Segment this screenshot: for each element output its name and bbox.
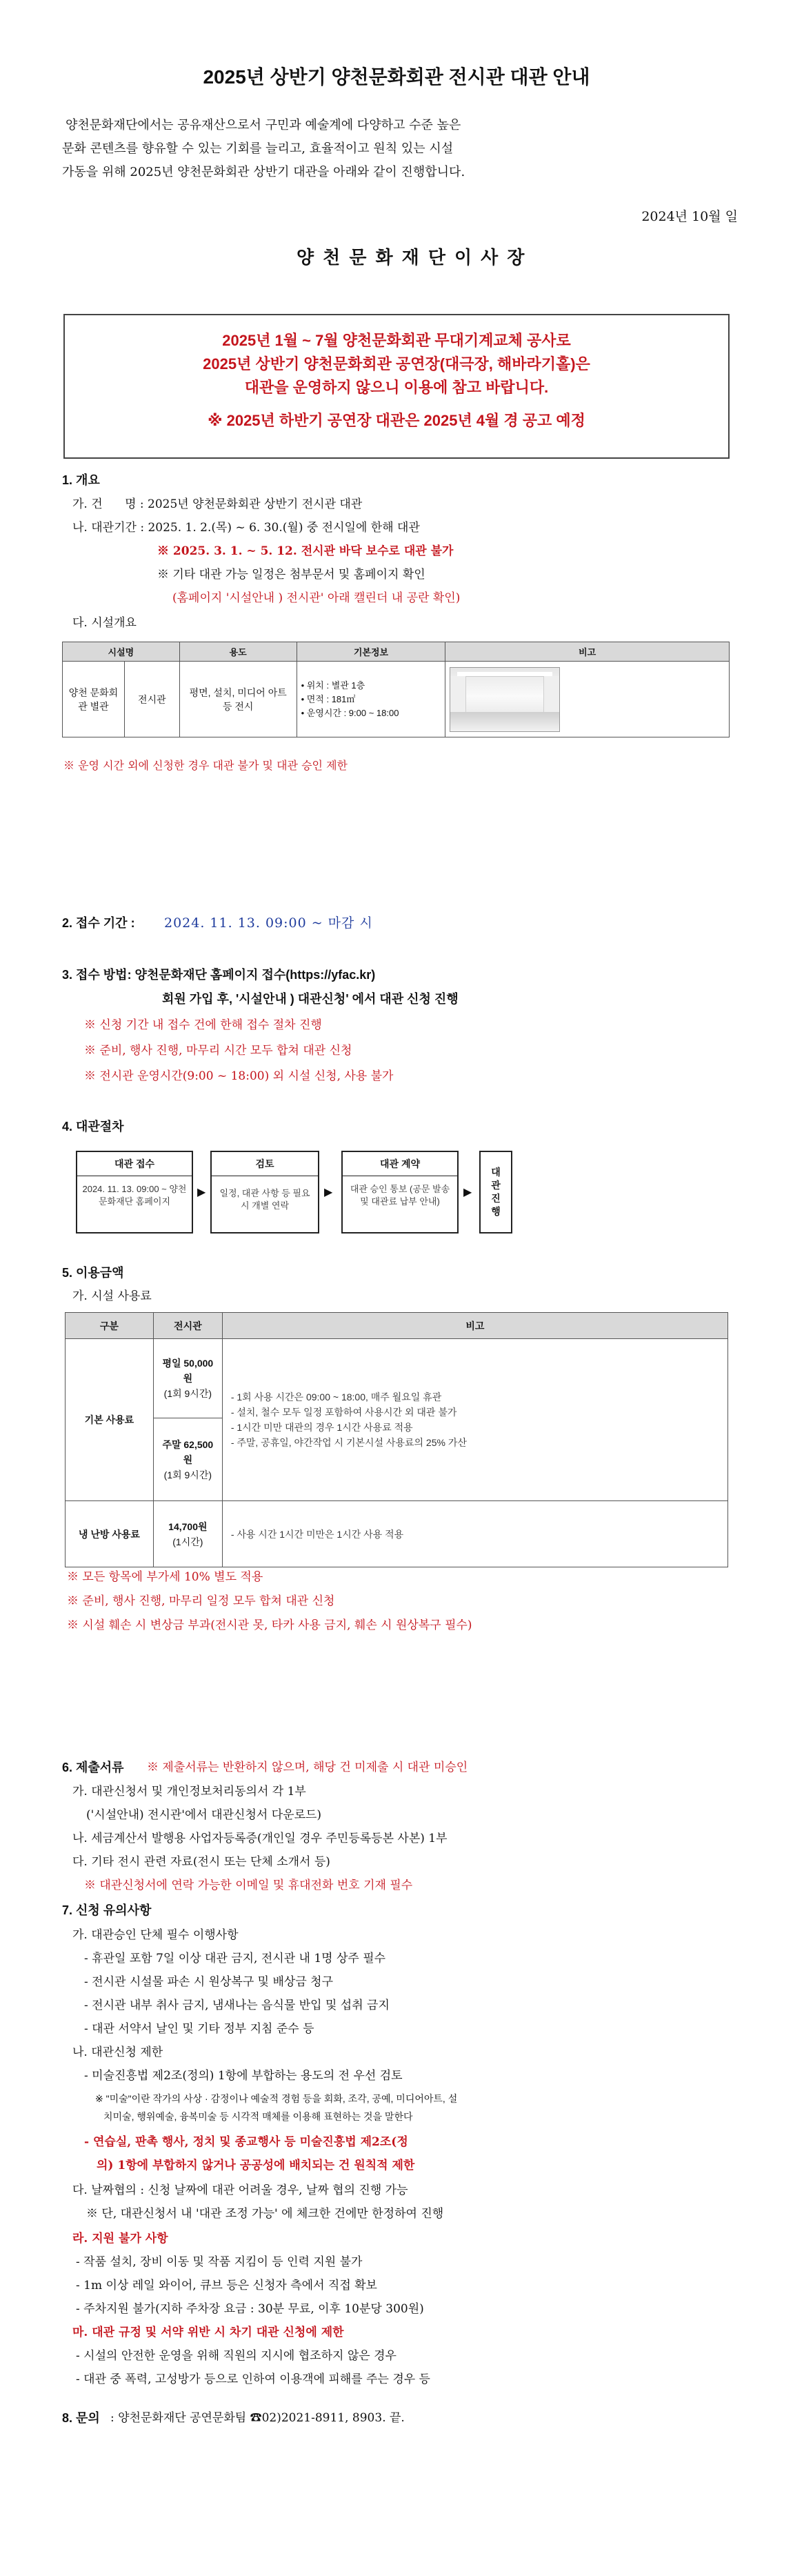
step-contract-body: 대관 승인 통보 (공문 발송 및 대관료 납부 안내) xyxy=(350,1184,450,1207)
s3-sub: 회원 가입 후, '시설안내 ) 대관신청' 에서 대관 신청 진행 xyxy=(162,992,459,1006)
notice-line-4: ※ 2025년 하반기 공연장 대관은 2025년 4월 경 공고 예정 xyxy=(208,412,585,429)
s1-period-note-2: ※ 기타 대관 가능 일정은 첨부문서 및 홈페이지 확인 xyxy=(157,568,425,582)
section-5-heading: 5. 이용금액 xyxy=(62,1266,124,1280)
s7-e: 마. 대관 규정 및 서약 위반 시 차기 대관 신청에 제한 xyxy=(72,2326,344,2339)
s6-item-2: ('시설안내) 전시관'에서 대관신청서 다운로드) xyxy=(86,1808,322,1822)
section-4-heading: 4. 대관절차 xyxy=(62,1120,124,1133)
facility-header-note: 비고 xyxy=(445,642,730,662)
intro-date: 2024년 10월 일 xyxy=(641,209,738,224)
facility-info-hours: • 운영시간 : 9:00 ~ 18:00 xyxy=(301,707,399,718)
s7-b-note-2: 치미술, 행위예술, 융복미술 등 시각적 매체를 이용해 표현하는 것을 말한다 xyxy=(103,2111,413,2122)
fee-header-category: 구분 xyxy=(66,1313,154,1339)
facility-name: 양천 문화회관 별관 xyxy=(63,662,125,737)
s7-e-item-2: - 대관 중 폭력, 고성방가 등으로 인하여 이용객에 피해를 주는 경우 등 xyxy=(76,2372,430,2386)
s7-b-note-1: ※ "미술"이란 작가의 사상 · 감정이나 예술적 경험 등을 회화, 조각, 공예, 미디어아트, 설 xyxy=(95,2093,458,2104)
s1-period-note-3: (홈페이지 '시설안내 ) 전시관' 아래 캘린더 내 공란 확인) xyxy=(172,591,461,605)
s6-item-3: 나. 세금계산서 발행용 사업자등록증(개인일 경우 주민등록등본 사본) 1부 xyxy=(72,1832,448,1845)
intro-line-3: 가동을 위해 2025년 양천문화회관 상반기 대관을 아래와 같이 진행합니다. xyxy=(62,165,465,179)
s1-facility-label: 다. 시설개요 xyxy=(72,616,137,630)
fee-basic-notes xyxy=(222,1339,727,1501)
s1-name: 가. 건 명 : 2025년 양천문화회관 상반기 전시관 대관 xyxy=(72,497,363,511)
fee-table xyxy=(65,1312,728,1567)
s8-text: : 양천문화재단 공연문화팀 ☎02)2021-8911, 8903. 끝. xyxy=(110,2411,405,2425)
s7-e-item-1: - 시설의 안전한 운영을 위해 직원의 지시에 협조하지 않은 경우 xyxy=(76,2349,396,2363)
fee-table-header xyxy=(66,1313,728,1339)
s3-note-3: ※ 전시관 운영시간(9:00 ~ 18:00) 외 시설 신청, 사용 불가 xyxy=(84,1069,394,1083)
s7-b-item: - 미술진흥법 제2조(정의) 1항에 부합하는 용도의 전 우선 검토 xyxy=(84,2069,403,2083)
notice-line-1: 2025년 1월 ~ 7월 양천문화회관 무대기계교체 공사로 xyxy=(222,332,571,349)
facility-info xyxy=(297,662,445,737)
s7-a: 가. 대관승인 단체 필수 이행사항 xyxy=(72,1928,239,1942)
fee-basic-label: 기본 사용료 xyxy=(66,1339,154,1501)
s7-a-item-4: - 대관 서약서 날인 및 기타 정부 지침 준수 등 xyxy=(84,2022,314,2036)
intro-signature: 양 천 문 화 재 단 이 사 장 xyxy=(297,248,526,268)
fee-basic-note-3: - 1시간 미만 대관의 경우 1시간 사용료 적용 xyxy=(230,1422,413,1433)
s6-heading-note: ※ 제출서류는 반환하지 않으며, 해당 건 미제출 시 대관 미승인 xyxy=(147,1761,468,1774)
s7-c: 다. 날짜협의 : 신청 날짜에 대관 어려울 경우, 날짜 협의 진행 가능 xyxy=(72,2183,408,2197)
fee-hvac-label: 냉 난방 사용료 xyxy=(66,1501,154,1567)
facility-header-info: 기본정보 xyxy=(297,642,445,662)
section-6-heading: 6. 제출서류 xyxy=(62,1761,124,1774)
s7-d-item-1: - 작품 설치, 장비 이동 및 작품 지킴이 등 인력 지원 불가 xyxy=(76,2255,363,2269)
fee-hvac-note: - 사용 시간 1시간 미만은 1시간 사용 적용 xyxy=(222,1501,727,1567)
facility-info-area: • 면적 : 181㎡ xyxy=(301,693,356,704)
s6-note: ※ 대관신청서에 연락 가능한 이메일 및 휴대전화 번호 기재 필수 xyxy=(84,1879,413,1892)
s3-note-2: ※ 준비, 행사 진행, 마무리 시간 모두 합쳐 대관 신청 xyxy=(84,1044,352,1058)
s5-note-1: ※ 모든 항목에 부가세 10% 별도 적용 xyxy=(67,1570,263,1584)
s7-b-red-2: 의) 1항에 부합하지 않거나 공공성에 배치되는 건 원칙적 제한 xyxy=(97,2159,415,2172)
s7-b: 나. 대관신청 제한 xyxy=(72,2045,163,2059)
step-final xyxy=(479,1151,512,1233)
step-review-title: 검토 xyxy=(212,1152,318,1176)
fee-weekday xyxy=(153,1339,222,1418)
s7-d-item-2: - 1m 이상 레일 와이어, 큐브 등은 신청자 측에서 직접 확보 xyxy=(76,2279,377,2292)
step-reception-title: 대관 접수 xyxy=(77,1152,192,1176)
fee-header-note: 비고 xyxy=(222,1313,727,1339)
facility-header-name: 시설명 xyxy=(63,642,180,662)
facility-type: 전시관 xyxy=(124,662,179,737)
section-7-heading: 7. 신청 유의사항 xyxy=(62,1903,152,1917)
fee-hvac-unit: (1시간) xyxy=(172,1536,203,1547)
fee-row-hvac xyxy=(66,1501,728,1567)
facility-header-use: 용도 xyxy=(179,642,297,662)
s6-item-1: 가. 대관신청서 및 개인정보처리동의서 각 1부 xyxy=(72,1785,306,1799)
s7-d-item-3: - 주차지원 불가(지하 주차장 요금 : 30분 무료, 이후 10분당 300원) xyxy=(76,2302,424,2316)
s1-warning: ※ 운영 시간 외에 신청한 경우 대관 불가 및 대관 승인 제한 xyxy=(63,759,348,772)
section-1-heading: 1. 개요 xyxy=(62,473,100,487)
s2-value: 2024. 11. 13. 09:00 ~ 마감 시 xyxy=(164,915,373,931)
fee-row-basic-weekday xyxy=(66,1339,728,1418)
s1-period: 나. 대관기간 : 2025. 1. 2.(목) ~ 6. 30.(월) 중 전시일에 한해 대관 xyxy=(72,521,420,535)
page-title: 2025년 상반기 양천문화회관 전시관 대관 안내 xyxy=(203,66,590,88)
step-contract-title: 대관 계약 xyxy=(343,1152,457,1176)
s5-note-2: ※ 준비, 행사 진행, 마무리 일정 모두 합쳐 대관 신청 xyxy=(67,1594,335,1608)
step-reception-body: 2024. 11. 13. 09:00 ~ 양천문화재단 홈페이지 xyxy=(82,1184,187,1207)
facility-use: 평면, 설치, 미디어 아트 등 전시 xyxy=(179,662,297,737)
facility-table xyxy=(62,642,730,737)
notice-line-3: 대관을 운영하지 않으니 이용에 참고 바랍니다. xyxy=(244,379,549,396)
step-final-label: 대관진행 xyxy=(491,1167,501,1217)
s7-a-item-1: - 휴관일 포함 7일 이상 대관 금지, 전시관 내 1명 상주 필수 xyxy=(84,1952,386,1965)
s7-a-item-2: - 전시관 시설물 파손 시 원상복구 및 배상금 청구 xyxy=(84,1975,333,1989)
step-reception xyxy=(76,1151,193,1233)
facility-table-row xyxy=(63,662,730,737)
fee-basic-note-2: - 설치, 철수 모두 일정 포함하여 사용시간 외 대관 불가 xyxy=(230,1407,457,1418)
facility-table-header xyxy=(63,642,730,662)
facility-note xyxy=(445,662,730,737)
notice-line-2: 2025년 상반기 양천문화회관 공연장(대극장, 해바라기홀)은 xyxy=(203,355,590,373)
s3-note-1: ※ 신청 기간 내 접수 건에 한해 접수 절차 진행 xyxy=(84,1018,322,1032)
s7-a-item-3: - 전시관 내부 취사 금지, 냄새나는 음식물 반입 및 섭취 금지 xyxy=(84,1999,390,2012)
step-arrow-3: ▶ xyxy=(463,1185,472,1198)
s5-note-3: ※ 시설 훼손 시 변상금 부과(전시관 못, 타카 사용 금지, 훼손 시 원상복구 필수) xyxy=(67,1618,472,1632)
gallery-photo xyxy=(450,667,560,732)
s1-period-note: ※ 2025. 3. 1. ~ 5. 12. 전시관 바닥 보수로 대관 불가 xyxy=(157,544,454,558)
step-review xyxy=(210,1151,319,1233)
section-8-heading: 8. 문의 xyxy=(62,2411,100,2425)
s7-d: 라. 지원 불가 사항 xyxy=(72,2232,168,2246)
fee-basic-note-4: - 주말, 공휴일, 야간작업 시 기본시설 사용료의 25% 가산 xyxy=(230,1437,467,1448)
fee-header-gallery: 전시관 xyxy=(153,1313,222,1339)
fee-weekday-price: 평일 50,000원 xyxy=(162,1358,214,1384)
notice-box xyxy=(63,314,730,459)
step-contract xyxy=(341,1151,459,1233)
fee-hvac xyxy=(153,1501,222,1567)
fee-weekend-price: 주말 62,500원 xyxy=(162,1438,214,1465)
fee-weekend-unit: (1회 9시간) xyxy=(163,1469,212,1480)
s5-sub: 가. 시설 사용료 xyxy=(72,1289,152,1303)
step-arrow-2: ▶ xyxy=(324,1185,333,1198)
step-arrow-1: ▶ xyxy=(197,1185,206,1198)
section-2-heading: 2. 접수 기간 : xyxy=(62,916,135,930)
fee-hvac-price: 14,700원 xyxy=(168,1520,208,1532)
s7-b-red-1: - 연습실, 판촉 행사, 정치 및 종교행사 등 미술진흥법 제2조(정 xyxy=(84,2135,408,2149)
fee-basic-note-1: - 1회 사용 시간은 09:00 ~ 18:00, 매주 월요일 휴관 xyxy=(230,1391,442,1403)
intro-line-1: 양천문화재단에서는 공유재산으로서 구민과 예술계에 다양하고 수준 높은 xyxy=(66,118,461,132)
fee-weekend xyxy=(153,1418,222,1501)
fee-weekday-unit: (1회 9시간) xyxy=(163,1388,212,1399)
facility-info-location: • 위치 : 별관 1층 xyxy=(301,680,365,691)
step-review-body: 일정, 대관 사항 등 필요 시 개별 연락 xyxy=(219,1188,310,1211)
s6-item-4: 다. 기타 전시 관련 자료(전시 또는 단체 소개서 등) xyxy=(72,1855,330,1869)
section-3-heading: 3. 접수 방법: 양천문화재단 홈페이지 접수(https://yfac.kr) xyxy=(62,968,376,982)
intro-line-2: 문화 콘텐츠를 향유할 수 있는 기회를 늘리고, 효율적이고 원칙 있는 시설 xyxy=(62,141,454,156)
s7-c-note: ※ 단, 대관신청서 내 '대관 조정 가능' 에 체크한 건에만 한정하여 진행 xyxy=(86,2207,444,2221)
